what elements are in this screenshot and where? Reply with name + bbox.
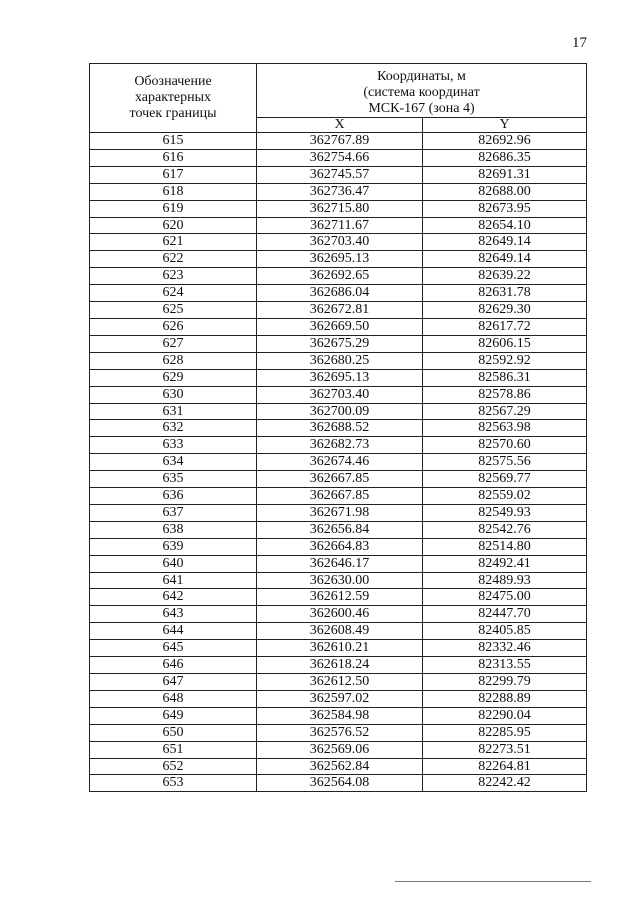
point-number-cell: 622 bbox=[90, 251, 257, 268]
x-coordinate-cell: 362664.83 bbox=[257, 538, 423, 555]
table-row bbox=[90, 437, 587, 454]
table-row bbox=[90, 758, 587, 775]
point-number-cell: 647 bbox=[90, 674, 257, 691]
y-coordinate-cell: 82639.22 bbox=[423, 268, 587, 285]
point-number-cell: 635 bbox=[90, 471, 257, 488]
table-row bbox=[90, 690, 587, 707]
table-row bbox=[90, 741, 587, 758]
x-coordinate-cell: 362754.66 bbox=[257, 149, 423, 166]
coordinates-header bbox=[257, 64, 587, 118]
y-coordinate-cell: 82578.86 bbox=[423, 386, 587, 403]
header-text-line: Обозначение bbox=[134, 74, 212, 89]
x-coordinate-cell: 362630.00 bbox=[257, 572, 423, 589]
point-number-cell: 648 bbox=[90, 690, 257, 707]
y-coordinate-cell: 82542.76 bbox=[423, 521, 587, 538]
y-coordinate-cell: 82264.81 bbox=[423, 758, 587, 775]
point-number-cell: 653 bbox=[90, 775, 257, 792]
point-number-cell: 629 bbox=[90, 369, 257, 386]
point-number-cell: 620 bbox=[90, 217, 257, 234]
table-row bbox=[90, 674, 587, 691]
y-coordinate-cell: 82691.31 bbox=[423, 166, 587, 183]
point-number-cell: 633 bbox=[90, 437, 257, 454]
table-row bbox=[90, 133, 587, 150]
point-number-cell: 628 bbox=[90, 352, 257, 369]
y-coordinate-cell: 82273.51 bbox=[423, 741, 587, 758]
point-number-cell: 641 bbox=[90, 572, 257, 589]
point-number-cell: 632 bbox=[90, 420, 257, 437]
x-coordinate-cell: 362646.17 bbox=[257, 555, 423, 572]
point-number-cell: 624 bbox=[90, 285, 257, 302]
point-number-cell: 621 bbox=[90, 234, 257, 251]
x-coordinate-cell: 362711.67 bbox=[257, 217, 423, 234]
point-number-cell: 615 bbox=[90, 133, 257, 150]
x-coordinate-cell: 362688.52 bbox=[257, 420, 423, 437]
coordinates-table bbox=[89, 63, 587, 792]
table-row bbox=[90, 640, 587, 657]
table-row bbox=[90, 403, 587, 420]
x-coordinate-cell: 362675.29 bbox=[257, 335, 423, 352]
x-coordinate-cell: 362680.25 bbox=[257, 352, 423, 369]
y-coordinate-cell: 82606.15 bbox=[423, 335, 587, 352]
x-coordinate-cell: 362700.09 bbox=[257, 403, 423, 420]
table-row bbox=[90, 217, 587, 234]
point-number-cell: 640 bbox=[90, 555, 257, 572]
table-row bbox=[90, 572, 587, 589]
table-row bbox=[90, 285, 587, 302]
point-number-cell: 642 bbox=[90, 589, 257, 606]
table-row bbox=[90, 200, 587, 217]
table-row bbox=[90, 369, 587, 386]
x-column-header: X bbox=[257, 118, 423, 133]
table-row bbox=[90, 504, 587, 521]
table-row bbox=[90, 352, 587, 369]
x-coordinate-cell: 362656.84 bbox=[257, 521, 423, 538]
table-row bbox=[90, 555, 587, 572]
x-coordinate-cell: 362612.59 bbox=[257, 589, 423, 606]
y-coordinate-cell: 82563.98 bbox=[423, 420, 587, 437]
table-row bbox=[90, 538, 587, 555]
x-coordinate-cell: 362564.08 bbox=[257, 775, 423, 792]
x-coordinate-cell: 362695.13 bbox=[257, 369, 423, 386]
x-coordinate-cell: 362608.49 bbox=[257, 623, 423, 640]
x-coordinate-cell: 362703.40 bbox=[257, 386, 423, 403]
x-coordinate-cell: 362667.85 bbox=[257, 488, 423, 505]
x-coordinate-cell: 362767.89 bbox=[257, 133, 423, 150]
y-coordinate-cell: 82313.55 bbox=[423, 657, 587, 674]
table-row bbox=[90, 521, 587, 538]
table-row bbox=[90, 420, 587, 437]
table-row bbox=[90, 454, 587, 471]
y-coordinate-cell: 82688.00 bbox=[423, 183, 587, 200]
point-number-cell: 631 bbox=[90, 403, 257, 420]
table-row bbox=[90, 335, 587, 352]
header-text-line: характерных bbox=[134, 90, 212, 105]
y-coordinate-cell: 82649.14 bbox=[423, 234, 587, 251]
x-coordinate-cell: 362695.13 bbox=[257, 251, 423, 268]
x-coordinate-cell: 362703.40 bbox=[257, 234, 423, 251]
y-coordinate-cell: 82631.78 bbox=[423, 285, 587, 302]
x-coordinate-cell: 362692.65 bbox=[257, 268, 423, 285]
x-coordinate-cell: 362682.73 bbox=[257, 437, 423, 454]
point-number-cell: 636 bbox=[90, 488, 257, 505]
table-row bbox=[90, 149, 587, 166]
y-column-header: Y bbox=[423, 118, 587, 133]
x-coordinate-cell: 362671.98 bbox=[257, 504, 423, 521]
y-coordinate-cell: 82405.85 bbox=[423, 623, 587, 640]
y-coordinate-cell: 82570.60 bbox=[423, 437, 587, 454]
table-row bbox=[90, 318, 587, 335]
point-number-cell: 627 bbox=[90, 335, 257, 352]
table-row bbox=[90, 251, 587, 268]
y-coordinate-cell: 82242.42 bbox=[423, 775, 587, 792]
table-row bbox=[90, 606, 587, 623]
point-number-cell: 618 bbox=[90, 183, 257, 200]
point-number-cell: 645 bbox=[90, 640, 257, 657]
y-coordinate-cell: 82514.80 bbox=[423, 538, 587, 555]
x-coordinate-cell: 362669.50 bbox=[257, 318, 423, 335]
table-row bbox=[90, 234, 587, 251]
x-coordinate-cell: 362569.06 bbox=[257, 741, 423, 758]
y-coordinate-cell: 82492.41 bbox=[423, 555, 587, 572]
point-designation-header bbox=[90, 64, 257, 133]
point-number-cell: 646 bbox=[90, 657, 257, 674]
y-coordinate-cell: 82475.00 bbox=[423, 589, 587, 606]
y-coordinate-cell: 82290.04 bbox=[423, 707, 587, 724]
x-coordinate-cell: 362715.80 bbox=[257, 200, 423, 217]
x-coordinate-cell: 362576.52 bbox=[257, 724, 423, 741]
x-coordinate-cell: 362597.02 bbox=[257, 690, 423, 707]
point-number-cell: 626 bbox=[90, 318, 257, 335]
header-text-line: точек границы bbox=[129, 106, 217, 121]
table-row bbox=[90, 707, 587, 724]
footer-divider bbox=[395, 881, 591, 882]
table-row bbox=[90, 268, 587, 285]
x-coordinate-cell: 362672.81 bbox=[257, 302, 423, 319]
y-coordinate-cell: 82586.31 bbox=[423, 369, 587, 386]
y-coordinate-cell: 82649.14 bbox=[423, 251, 587, 268]
y-coordinate-cell: 82575.56 bbox=[423, 454, 587, 471]
y-coordinate-cell: 82447.70 bbox=[423, 606, 587, 623]
y-coordinate-cell: 82285.95 bbox=[423, 724, 587, 741]
y-coordinate-cell: 82559.02 bbox=[423, 488, 587, 505]
table-row bbox=[90, 724, 587, 741]
y-coordinate-cell: 82489.93 bbox=[423, 572, 587, 589]
y-coordinate-cell: 82549.93 bbox=[423, 504, 587, 521]
x-coordinate-cell: 362584.98 bbox=[257, 707, 423, 724]
table-body bbox=[90, 133, 587, 792]
x-coordinate-cell: 362600.46 bbox=[257, 606, 423, 623]
y-coordinate-cell: 82288.89 bbox=[423, 690, 587, 707]
point-number-cell: 623 bbox=[90, 268, 257, 285]
x-coordinate-cell: 362736.47 bbox=[257, 183, 423, 200]
x-coordinate-cell: 362562.84 bbox=[257, 758, 423, 775]
y-coordinate-cell: 82686.35 bbox=[423, 149, 587, 166]
point-number-cell: 625 bbox=[90, 302, 257, 319]
y-coordinate-cell: 82592.92 bbox=[423, 352, 587, 369]
point-number-cell: 639 bbox=[90, 538, 257, 555]
header-text-line: МСК-167 (зона 4) bbox=[368, 101, 475, 116]
table-row bbox=[90, 302, 587, 319]
point-number-cell: 649 bbox=[90, 707, 257, 724]
point-number-cell: 630 bbox=[90, 386, 257, 403]
x-coordinate-cell: 362618.24 bbox=[257, 657, 423, 674]
y-coordinate-cell: 82567.29 bbox=[423, 403, 587, 420]
x-coordinate-cell: 362667.85 bbox=[257, 471, 423, 488]
point-number-cell: 651 bbox=[90, 741, 257, 758]
x-coordinate-cell: 362674.46 bbox=[257, 454, 423, 471]
point-number-cell: 619 bbox=[90, 200, 257, 217]
table-row bbox=[90, 183, 587, 200]
x-coordinate-cell: 362745.57 bbox=[257, 166, 423, 183]
point-number-cell: 637 bbox=[90, 504, 257, 521]
point-number-cell: 638 bbox=[90, 521, 257, 538]
y-coordinate-cell: 82673.95 bbox=[423, 200, 587, 217]
table-row bbox=[90, 488, 587, 505]
table-row bbox=[90, 166, 587, 183]
y-coordinate-cell: 82654.10 bbox=[423, 217, 587, 234]
table-row bbox=[90, 471, 587, 488]
x-coordinate-cell: 362686.04 bbox=[257, 285, 423, 302]
header-row bbox=[90, 64, 587, 118]
x-coordinate-cell: 362612.50 bbox=[257, 674, 423, 691]
table-row bbox=[90, 589, 587, 606]
table-row bbox=[90, 623, 587, 640]
y-coordinate-cell: 82299.79 bbox=[423, 674, 587, 691]
y-coordinate-cell: 82617.72 bbox=[423, 318, 587, 335]
page-number: 17 bbox=[572, 35, 587, 51]
header-text-line: (система координат bbox=[363, 85, 480, 100]
y-coordinate-cell: 82629.30 bbox=[423, 302, 587, 319]
header-text-line: Координаты, м bbox=[377, 69, 466, 84]
table-row bbox=[90, 657, 587, 674]
y-coordinate-cell: 82332.46 bbox=[423, 640, 587, 657]
point-number-cell: 617 bbox=[90, 166, 257, 183]
point-number-cell: 652 bbox=[90, 758, 257, 775]
y-coordinate-cell: 82692.96 bbox=[423, 133, 587, 150]
table-row bbox=[90, 386, 587, 403]
y-coordinate-cell: 82569.77 bbox=[423, 471, 587, 488]
x-coordinate-cell: 362610.21 bbox=[257, 640, 423, 657]
point-number-cell: 643 bbox=[90, 606, 257, 623]
point-number-cell: 644 bbox=[90, 623, 257, 640]
point-number-cell: 634 bbox=[90, 454, 257, 471]
table-row bbox=[90, 775, 587, 792]
point-number-cell: 616 bbox=[90, 149, 257, 166]
point-number-cell: 650 bbox=[90, 724, 257, 741]
